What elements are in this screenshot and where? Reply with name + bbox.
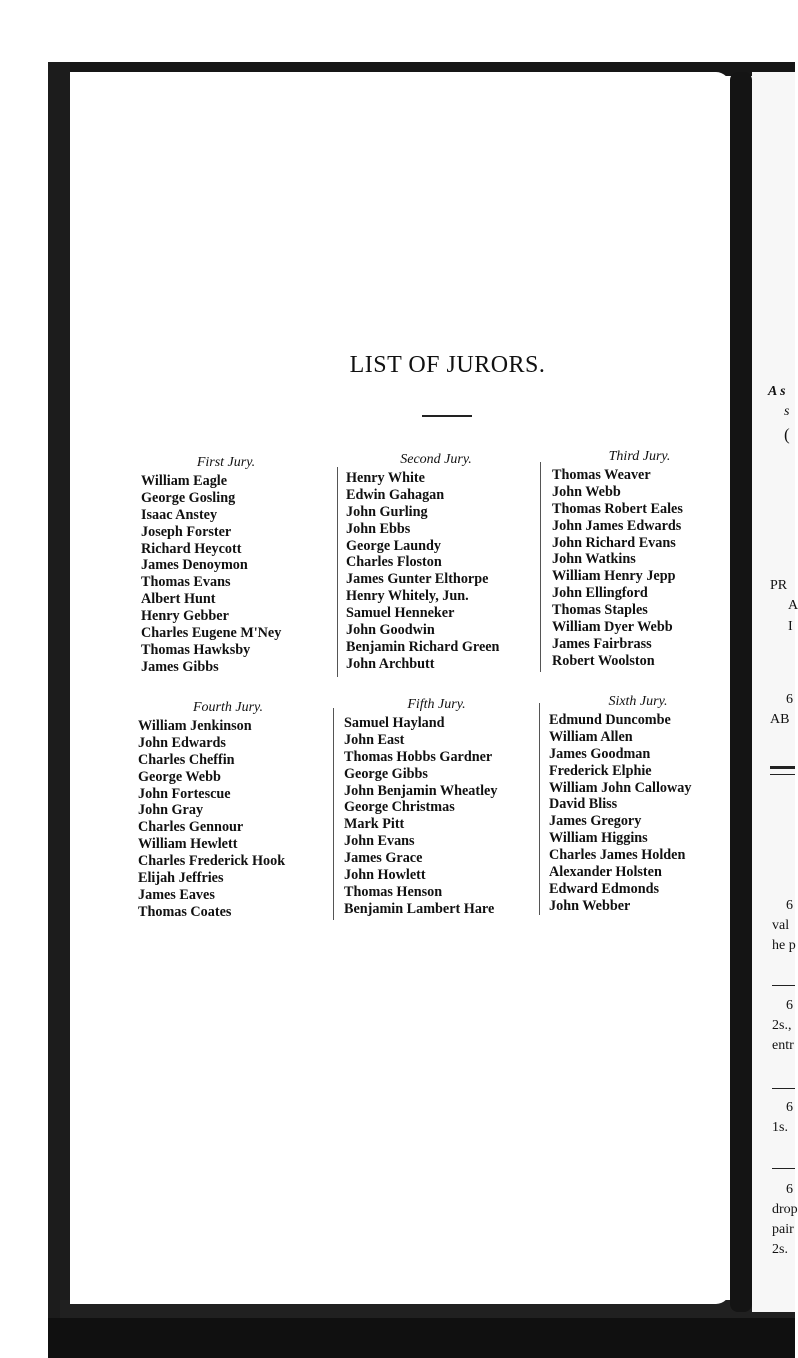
jury-member: William Dyer Webb [552,619,673,636]
facing-page-rule [770,766,795,769]
facing-page-text: 1s. [772,1120,788,1135]
jury-member: Benjamin Lambert Hare [344,900,495,917]
title-rule [422,415,472,417]
facing-page-text: 2s., [772,1018,792,1033]
jury-member: John Ellingford [552,585,648,602]
jury-member: George Laundy [346,537,441,554]
jury-member: William Henry Jepp [552,568,676,585]
facing-page-text: 6 [786,898,793,913]
jury-member: James Fairbrass [552,635,652,652]
facing-page-text: pair [772,1222,794,1237]
jury-member: Charles Eugene M'Ney [141,625,282,642]
jury-member: Thomas Weaver [552,466,651,483]
jury-member: John Gray [138,802,204,819]
jury-member: John Webb [552,483,621,500]
jury-member: Samuel Hayland [344,714,445,731]
jury-member: William Higgins [549,830,648,847]
jury-member: Albert Hunt [141,591,216,608]
jury-column-sixth [549,694,727,915]
jury-member: Robert Woolston [552,652,655,669]
jury-member: John Benjamin Wheatley [344,782,498,799]
jury-member-list [141,473,311,676]
left-page [70,72,730,1304]
jury-heading: Third Jury. [608,449,671,464]
jury-member: George Gosling [141,489,236,506]
jury-member: Henry White [346,469,425,486]
facing-page-text: A [788,598,798,613]
facing-page-text: 6 [786,998,793,1013]
facing-page-text: I [788,619,793,634]
facing-page-text: ( [784,425,790,444]
jury-member: John Ebbs [346,520,411,537]
jury-member: Isaac Anstey [141,506,218,523]
jury-member: Henry Gebber [141,608,229,625]
facing-page-text: val [772,918,790,933]
jury-member: Mark Pitt [344,816,405,833]
jury-member: John Edwards [138,734,226,751]
column-divider [540,462,541,672]
jury-heading: Fourth Jury. [193,700,263,715]
facing-page-text: drop [772,1202,798,1217]
jury-member: Frederick Elphie [549,762,652,779]
jury-member: John Evans [344,833,415,850]
jury-member: John East [344,731,405,748]
column-divider [539,703,540,915]
facing-page-rule [772,1168,795,1169]
jury-member: Charles James Holden [549,847,686,864]
jury-member-list [344,715,529,918]
jury-member: Edward Edmonds [549,880,659,897]
jury-member: Thomas Staples [552,602,648,619]
jury-member: John Archbutt [346,655,435,672]
page-title: LIST OF JURORS. [349,352,546,378]
jury-member: David Bliss [549,796,618,813]
jury-heading: Sixth Jury. [608,694,668,709]
book-edge-bottom [48,1318,795,1358]
jury-member: Charles Frederick Hook [138,853,286,870]
jury-member: Benjamin Richard Green [346,638,500,655]
jury-member: William Eagle [141,472,228,489]
facing-page-rule [770,774,795,775]
jury-member: James Gunter Elthorpe [346,571,489,588]
facing-page-text: AB [770,712,790,727]
jury-member: Charles Cheffin [138,751,235,768]
jury-column-first [141,455,311,676]
facing-page-text: 2s. [772,1242,788,1257]
jury-member: William Hewlett [138,836,238,853]
jury-member: Thomas Hawksby [141,641,251,658]
jury-member: Charles Gennour [138,819,244,836]
jury-member: Elijah Jeffries [138,870,224,887]
facing-page-text: s [784,404,790,419]
jury-member: James Denoymon [141,557,248,574]
jury-member: Thomas Coates [138,903,232,920]
jury-member: George Christmas [344,799,455,816]
jury-member: Henry Whitely, Jun. [346,588,469,605]
jury-member: Edmund Duncombe [549,711,671,728]
jury-member: Samuel Henneker [346,605,455,622]
jury-member-list [549,712,727,915]
jury-member: Charles Floston [346,554,442,571]
jury-member: John Richard Evans [552,534,676,551]
jury-member: William Jenkinson [138,717,252,734]
facing-page-text: PR [770,578,788,593]
column-divider [333,708,334,920]
facing-page-text: A s [768,384,786,399]
facing-page-text: 6 [786,1182,793,1197]
jury-heading: First Jury. [196,455,256,470]
jury-member: John Fortescue [138,785,231,802]
jury-column-second [346,452,526,673]
jury-member: James Goodman [549,745,651,762]
facing-page-text: 6 [786,692,793,707]
jury-member: James Gregory [549,813,642,830]
jury-member: Joseph Forster [141,523,232,540]
jury-heading: Second Jury. [400,452,472,467]
jury-member: John James Edwards [552,517,682,534]
jury-column-third [552,449,727,670]
facing-page-text: entr [772,1038,794,1053]
jury-member: George Gibbs [344,765,428,782]
jury-member: Alexander Holsten [549,864,662,881]
jury-member: Richard Heycott [141,540,242,557]
jury-member: William Allen [549,728,633,745]
jury-member: John Webber [549,897,631,914]
facing-page-text: he p [772,938,796,953]
jury-column-fourth [138,700,318,921]
jury-member: John Watkins [552,551,636,568]
jury-member: Thomas Hobbs Gardner [344,748,493,765]
facing-page-rule [772,985,795,986]
jury-member: James Eaves [138,886,215,903]
jury-column-fifth [344,697,529,918]
jury-member: William John Calloway [549,779,692,796]
column-divider [337,467,338,677]
facing-page-rule [772,1088,795,1089]
jury-member: James Gibbs [141,658,219,675]
jury-member: Thomas Henson [344,883,443,900]
jury-member: James Grace [344,850,423,867]
jury-member: Edwin Gahagan [346,486,445,503]
jury-member-list [138,718,318,921]
facing-page-text: 6 [786,1100,793,1115]
book-edge-left [48,62,70,1332]
jury-member: John Goodwin [346,622,435,639]
jury-member: John Howlett [344,867,426,884]
jury-heading: Fifth Jury. [407,697,466,712]
jury-member-list [552,467,727,670]
jury-member: Thomas Evans [141,574,231,591]
jury-member-list [346,470,526,673]
jury-member: Thomas Robert Eales [552,500,683,517]
jury-member: John Gurling [346,503,428,520]
jury-member: George Webb [138,768,221,785]
book-gutter [730,72,752,1312]
